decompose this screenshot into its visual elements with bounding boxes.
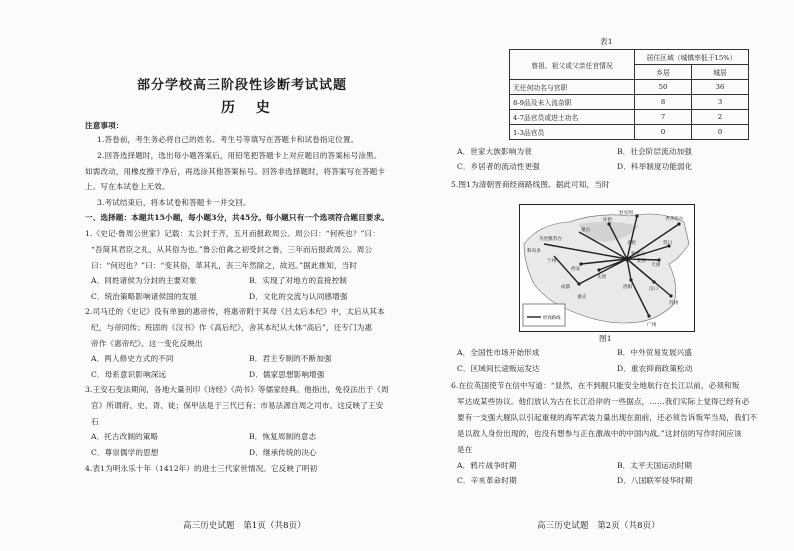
map-label: 重庆 [577,295,587,300]
question-text: 石 [91,417,99,426]
table-cell: 36 [692,80,749,95]
option-a: A．全国性市场开始形成 [457,348,540,357]
question-text: 5.图1为清朝晋商经商路线图。据此可知，当时 [451,180,610,189]
table-row [510,95,749,110]
map-node [597,268,600,271]
question-text: 帝作《惠帝纪》。这一变化反映出 [91,339,203,348]
option-b: B．社会阶层流动加强 [617,147,692,156]
map-label: 恰克图 [619,211,633,216]
option-a: A．两人修史方式的不同 [91,354,174,363]
map-label: 兰州 [547,259,557,264]
option-d: D．儒家思想影响增强 [249,370,325,379]
question-text: 要有一支强大舰队以引起重视的海军武装力量出现在面前，还必须告诉叛军当局，我们不 [457,413,758,422]
table-cell: 8-9品及未入流杂职 [510,95,635,110]
map-legend [523,304,565,326]
notice-line: 上。写在本试卷上无效。 [85,182,170,191]
map-label: 北京 [637,259,647,264]
figure-caption: 图1 [599,334,612,343]
table-cell: 7 [635,110,692,125]
question-text: 曰：“何迟也？”曰：“变其俗，革其礼，丧三年然除之，故迟。”据此推知，当时 [91,261,358,270]
map-node [577,282,580,285]
map-label: 科布多 [527,249,541,254]
option-b: B．实现了对地方的直接控制 [249,276,348,285]
map-label: 齐齐哈尔 [665,217,684,222]
map-node [657,258,660,261]
subject-title: 历 史 [221,100,278,116]
map-label: 蒙古 [581,228,591,233]
map-label: 张家口 [631,252,645,257]
table-cell: 0 [635,125,692,140]
notice-line: 如需改动，用橡皮擦干净后，再选涂其他答案标号。回答非选择题时，将答案写在答题卡 [85,167,386,176]
notice-line: 1.答卷前，考生务必将自己的姓名、考生号等填写在答题卡和试卷指定位置。 [97,135,359,144]
option-a: A．世家大族影响为衰 [457,147,532,156]
exam-title: 部分学校高三阶段性诊断考试试题 [137,78,348,93]
map-label: 天津 [651,263,661,268]
table-row [510,110,749,125]
map-label: 库伦 [603,218,613,223]
table-header: 曾祖、祖父或父亲任官情况 [510,50,635,80]
table-header: 居住区域（城镇率低于15%） [635,50,749,65]
option-a: A．鸦片战争时期 [457,461,517,470]
option-b: B．君主专制的不断加强 [249,354,332,363]
table-cell: 50 [635,80,692,95]
option-d: D．文化的交流与认同感增强 [249,292,348,301]
trade-route-map [519,204,695,332]
option-b: B．中外贸易发展兴盛 [617,348,692,357]
table-cell: 无任何功名与官职 [510,80,635,95]
map-label: 多伦 [627,241,637,246]
option-c: C．辛亥革命时期 [457,476,517,485]
table-cell: 1-3品官员 [510,125,635,140]
table-cell: 4-7品官员或进士功名 [510,110,635,125]
option-b: B．恢复周制的意志 [249,432,317,441]
option-d: D．八国联军侵华时期 [617,476,693,485]
table-caption: 表1 [600,37,613,46]
question-text: 是在 [457,445,473,454]
table-row [510,80,749,95]
table-col-header: 城居 [692,65,749,80]
option-c: C．母系意识影响深远 [91,370,167,379]
option-d: D．继承传统的决心 [249,448,317,457]
table-cell: 2 [692,110,749,125]
question-text: 6.在位英国使节在信中写道：“显然，在不到舰只能安全地航行在长江以前，必须和叛 [451,381,740,390]
map-node [669,294,672,297]
map-node [625,257,630,262]
option-c: C．区域间长途贩运发达 [457,364,540,373]
option-c: C．统治策略影响诸侯国的发展 [91,292,197,301]
notice-heading: 注意事项： [85,121,124,130]
notice-line: 3.考试结束后，将本试卷和答题卡一并交回。 [97,198,251,207]
notice-line: 2.回答选择题时，选出每小题答案后，用铅笔把答题卡上对应题目的答案标号涂黑。 [97,151,382,160]
option-d: D．重农抑商政策松动 [617,364,693,373]
section-heading: 一、选择题：本题共15小题，每小题3分，共45分。每小题只有一个选项符合题目要求。 [85,213,389,222]
option-b: B．太平天国运动时期 [617,461,692,470]
map-label: 成都 [561,285,571,290]
map-node [677,222,680,225]
option-c: C．乡居者的流动性更强 [457,162,540,171]
question-text: 军达成某些协议。他们放认为古在长江沿岸的一些据点，……我们实际上觉得已经有必 [457,397,750,406]
map-node [652,280,655,283]
question-text: 1.《史记·鲁周公世家》记载：太公封于齐，五月而报政周公。周公曰：“何疾也？”曰： [85,229,380,238]
map-label: 太原 [597,275,607,280]
map-label: 洛阳 [623,285,633,290]
map-label: 西安 [571,267,581,272]
question-text: 3.王安石变法期间，各地大量刊印《诗经》《尚书》等儒家经典。他指出，免役法出于《周 [85,385,389,394]
option-a: A．同姓诸侯为分封的主要对象 [91,276,197,285]
map-label: 苏州 [669,301,679,306]
option-a: A．托古改制的策略 [91,432,159,441]
question-text: “吾简其君臣之礼，从其俗为也。”鲁公伯禽之初受封之鲁，三年而后报政周公。周公 [91,245,373,254]
map-label: 营口 [663,241,673,246]
map-node [629,278,632,281]
map-label: 乌里雅苏台 [539,237,562,242]
table-row [510,125,749,140]
table-cell: 3 [692,95,749,110]
map-node [647,314,650,317]
page-footer: 高三历史试题 第2页（共8页） [537,521,660,531]
data-table [509,49,749,140]
legend-label: 经商路线 [543,316,561,321]
table-cell: 0 [692,125,749,140]
page-footer: 高三历史试题 第1页（共8页） [183,521,306,531]
question-text: 2.司马迁的《史记》没有单独的惠帝传，将惠帝附于其母《吕太后本纪》中，太后从其本 [85,307,385,316]
table-col-header: 乡居 [635,65,692,80]
option-d: D．科举制度功能弱化 [617,162,693,171]
question-text: 官》所谓府、史、胥、徒；保甲法是于三代已有；市易法源自周之司市。这反映了王安 [91,401,384,410]
option-c: C．尊崇儒学的思想 [91,448,159,457]
table-cell: 8 [635,95,692,110]
question-text: 纪，与帝同传；班固的《汉书》作《高后纪》，舍其本纪从大体“高后”，还专门为惠 [91,323,373,332]
map-node [635,214,638,217]
map-label: 广州 [647,323,657,328]
map-node [579,262,582,265]
map-label: 汉口 [649,287,659,292]
question-text: 是以敌人身份出现的，也没有想参与正在激战中的中国内战。”这封信的写作时间应该 [457,429,742,438]
question-text: 4.表1为明永乐十年（1412年）的进士三代家世情况。它反映了明初 [85,464,318,473]
